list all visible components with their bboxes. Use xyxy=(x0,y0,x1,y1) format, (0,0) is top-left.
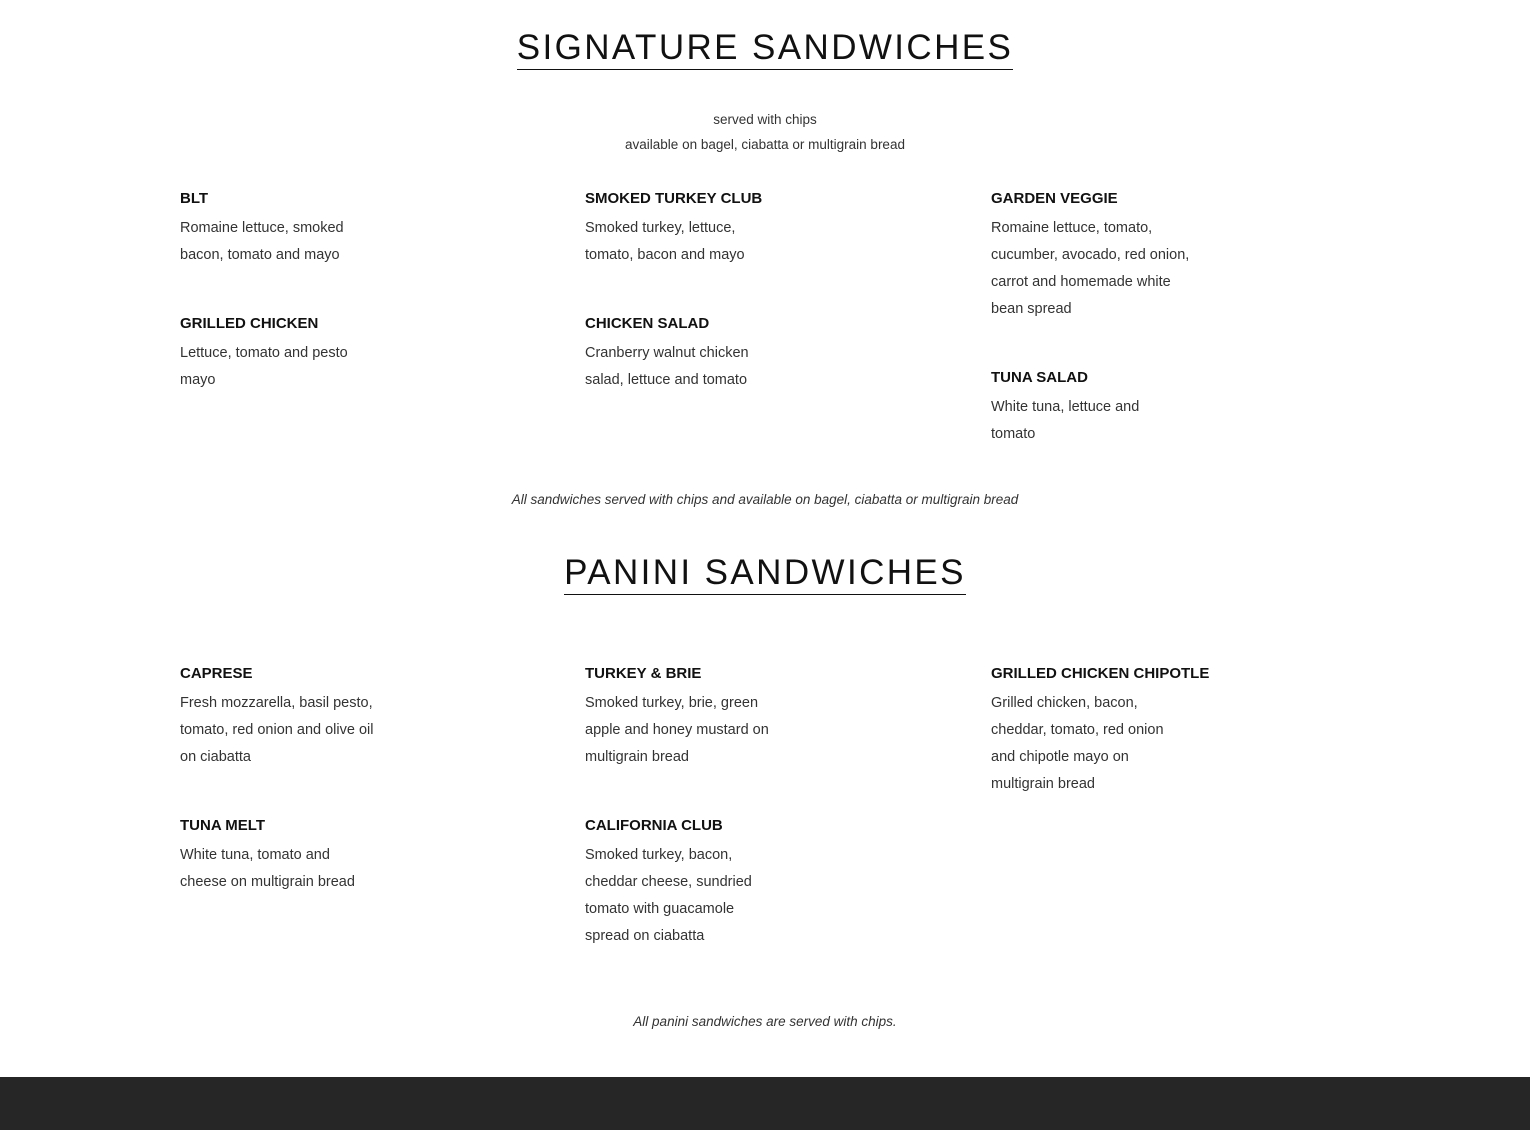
menu-item-chicken-salad xyxy=(585,314,825,394)
item-description: Fresh mozzarella, basil pesto, tomato, red onion and olive oil on ciabatta xyxy=(180,695,374,765)
signature-subtitle-line-2: available on bagel, ciabatta or multigrain bread xyxy=(625,137,905,152)
item-description: Smoked turkey, brie, green apple and honey mustard on multigrain bread xyxy=(585,695,769,765)
item-description: Smoked turkey, lettuce, tomato, bacon and mayo xyxy=(585,220,745,263)
signature-section-title xyxy=(0,28,1530,70)
item-description: Romaine lettuce, smoked bacon, tomato and mayo xyxy=(180,220,344,263)
item-name: TUNA SALAD xyxy=(991,369,1088,386)
signature-subtitle-line-1: served with chips xyxy=(713,112,817,127)
menu-item-grilled-chicken xyxy=(180,314,420,394)
item-name: CAPRESE xyxy=(180,665,253,682)
item-name: TURKEY & BRIE xyxy=(585,665,702,682)
item-name: GRILLED CHICKEN xyxy=(180,315,319,332)
item-name: SMOKED TURKEY CLUB xyxy=(585,190,763,207)
item-description: Romaine lettuce, tomato, cucumber, avocado, red onion, carrot and homemade white bean spread xyxy=(991,220,1190,317)
signature-footnote: All sandwiches served with chips and available on bagel, ciabatta or multigrain bread xyxy=(511,492,1019,507)
menu-item-blt xyxy=(180,189,420,269)
item-name: GRILLED CHICKEN CHIPOTLE xyxy=(991,665,1210,682)
panini-section-title xyxy=(0,553,1530,595)
item-description: Lettuce, tomato and pesto mayo xyxy=(180,345,348,388)
item-description: Cranberry walnut chicken salad, lettuce and tomato xyxy=(585,345,749,388)
menu-item-garden-veggie xyxy=(991,189,1231,323)
item-name: BLT xyxy=(180,190,209,207)
menu-item-grilled-chicken-chipotle xyxy=(991,664,1231,798)
item-description: White tuna, lettuce and tomato xyxy=(991,399,1140,442)
signature-subtitle xyxy=(0,107,1530,157)
menu-item-turkey-brie xyxy=(585,664,825,771)
page-footer xyxy=(0,1077,1530,1130)
item-description: White tuna, tomato and cheese on multigrain bread xyxy=(180,847,355,890)
item-name: CALIFORNIA CLUB xyxy=(585,817,723,834)
item-name: TUNA MELT xyxy=(180,817,265,834)
item-description: Grilled chicken, bacon, cheddar, tomato, red onion and chipotle mayo on multigrain bread xyxy=(991,695,1164,792)
menu-item-tuna-melt xyxy=(180,816,420,896)
item-description: Smoked turkey, bacon, cheddar cheese, sundried tomato with guacamole spread on ciabatta xyxy=(585,847,752,944)
menu-item-tuna-salad xyxy=(991,368,1231,448)
panini-footnote: All panini sandwiches are served with chips. xyxy=(633,1014,897,1029)
panini-title-text: PANINI SANDWICHES xyxy=(564,553,966,595)
signature-title-text: SIGNATURE SANDWICHES xyxy=(517,28,1014,70)
item-name: GARDEN VEGGIE xyxy=(991,190,1118,207)
menu-item-smoked-turkey-club xyxy=(585,189,825,269)
menu-item-california-club xyxy=(585,816,825,950)
menu-item-caprese xyxy=(180,664,420,771)
item-name: CHICKEN SALAD xyxy=(585,315,710,332)
